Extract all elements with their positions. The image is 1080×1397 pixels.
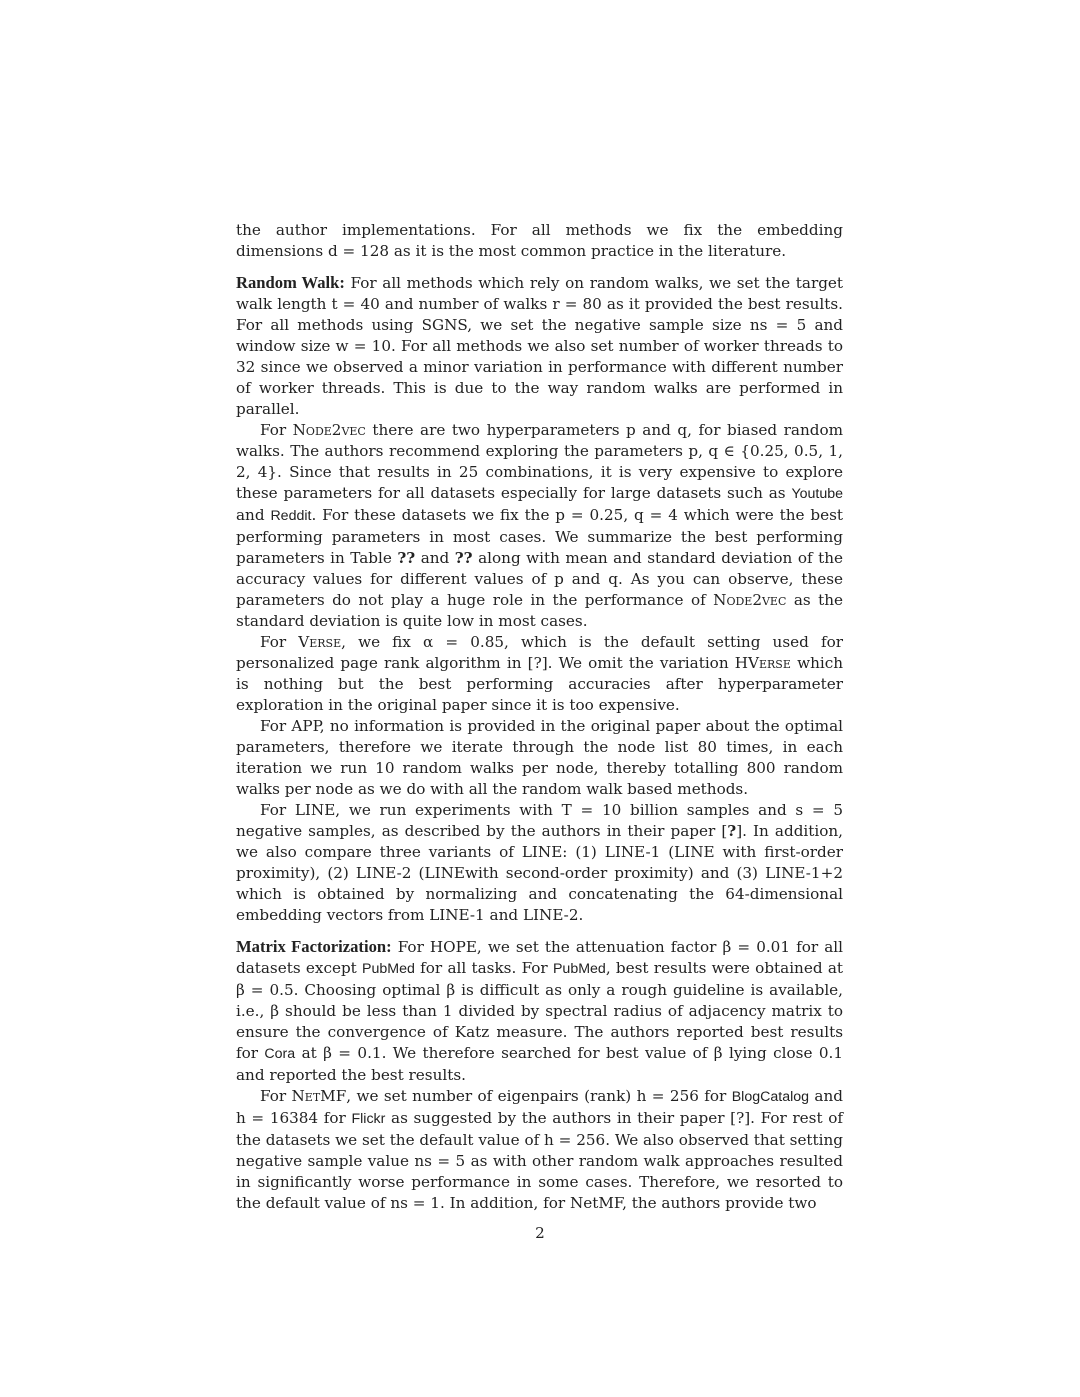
dataset-blogcatalog: BlogCatalog	[731, 1089, 810, 1105]
section-heading-random-walk: Random Walk:	[236, 273, 345, 292]
paragraph-app: For APP, no information is provided in the original paper about the optimal parameters, therefore we iterate through the node list 80 times, in each iteration we run 10 random walks per node, thereby totalling 800 random walks per node as we do with all the random walk based methods.	[236, 717, 843, 798]
method-name-node2vec: Node2vec	[292, 421, 366, 439]
table-ref: ??	[454, 549, 473, 567]
paragraph-random-walk: Random Walk: For all methods which rely on random walks, we set the target walk length t = 40 and number of walks r = 80 as it provided the best results. For all methods using SGNS, we set the negative sample size ns = 5 and window size w = 10. For all methods we also set number of worker threads to 32 since we observed a minor variation in performance with different number of worker threads. This is due to the way random walks are performed in parallel.	[236, 273, 844, 418]
dataset-youtube: Youtube	[791, 486, 843, 502]
paragraph-line: For LINE, we run experiments with T = 10 billion samples and s = 5 negative samples, as described by the authors in their paper [?]. In addition, we also compare three variants of LINE: (1) LINE-1 (LINE with first-order proximity), (2) LINE-2 (LINEwith second-order proximity) and (3) LINE-1+2 which is obtained by normalizing and concatenating the 64-dimensional embedding vectors from LINE-1 and LINE-2.	[236, 801, 844, 924]
paragraph-netmf: For NetMF, we set number of eigenpairs (rank) h = 256 for BlogCatalog and h = 16384 for Flickr as suggested by the authors in their paper [?]. For rest of the datasets we set the default value of h = 256. We also observed that setting negative sample value ns = 5 as with other random walk approaches resulted in significantly worse performance in some cases. Therefore, we resorted to the default value of ns = 1. In addition, for NetMF, the authors provide two	[236, 1087, 843, 1212]
method-name-hverse: Verse	[748, 654, 791, 672]
dataset-cora: Cora	[264, 1046, 296, 1062]
citation-ref: ?	[727, 822, 737, 840]
section-heading-matrix-factorization: Matrix Factorization:	[236, 937, 392, 956]
method-name-netmf: NetMF	[291, 1087, 347, 1105]
paragraph-matrix-factorization: Matrix Factorization: For HOPE, we set the attenuation factor β = 0.01 for all datasets except PubMed for all tasks. For PubMed, best results were obtained at β = 0.5. Choosing optimal β is difficult as only a rough guideline is available, i.e., β should be less than 1 divided by spectral radius of adjacency matrix to ensure the convergence of Katz measure. The authors reported best results for Cora at β = 0.1. We therefore searched for best value of β lying close 0.1 and reported the best results.	[236, 937, 843, 1084]
paragraph-intro: the author implementations. For all methods we fix the embedding dimensions d = 128 as it is the most common practice in the literature.	[236, 221, 843, 260]
paragraph-node2vec: For Node2vec there are two hyperparameters p and q, for biased random walks. The authors recommend exploring the parameters p, q ∈ {0.25, 0.5, 1, 2, 4}. Since that results in 25 combinations, it is very expensive to explore these parameters for all datasets especially for large datasets such as Youtube and Reddit. For these datasets we fix the p = 0.25, q = 4 which were the best performing parameters in most cases. We summarize the best performing parameters in Table ?? and ?? along with mean and standard deviation of the accuracy values for different values of p and q. As you can observe, these parameters do not play a huge role in the performance of Node2vec as the standard deviation is quite low in most cases.	[236, 421, 843, 630]
page-number: 2	[535, 1224, 545, 1242]
dataset-reddit: Reddit	[270, 508, 312, 524]
method-name-verse: Verse	[298, 633, 342, 651]
dataset-flickr: Flickr	[351, 1111, 386, 1127]
dataset-pubmed: PubMed	[552, 961, 606, 977]
dataset-pubmed: PubMed	[362, 961, 415, 977]
table-ref: ??	[397, 549, 416, 567]
method-name-node2vec: Node2vec	[713, 591, 787, 609]
paper-body	[236, 220, 843, 1214]
paragraph-verse: For Verse, we fix α = 0.85, which is the default setting used for personalized page rank algorithm in [?]. We omit the variation HVerse which is nothing but the best performing accuracies after hyperparameter exploration in the original paper since it is too expensive.	[236, 633, 843, 714]
